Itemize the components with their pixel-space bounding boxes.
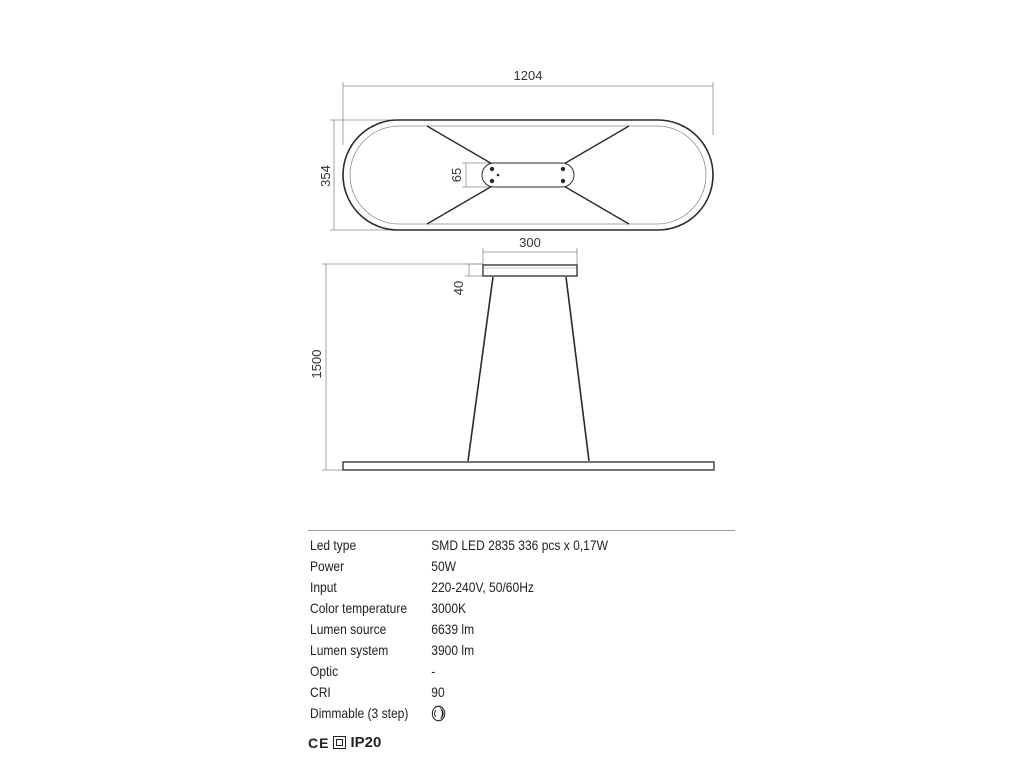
screw-3 (561, 167, 565, 171)
spec-row-dimmable (310, 703, 676, 724)
ceiling-canopy (483, 265, 577, 276)
suspension-wire-left (468, 277, 493, 461)
lamp-profile (343, 462, 714, 470)
screw-1 (490, 167, 494, 171)
spec-label: Dimmable (3 step) (310, 705, 409, 721)
suspension-wire-right (566, 277, 589, 461)
total-height-label: 1500 (309, 349, 324, 379)
spec-value: 3900 lm (431, 642, 475, 658)
spec-row-cri (310, 682, 676, 703)
spoke-top-left (427, 126, 494, 165)
screw-5 (497, 174, 500, 177)
width-label: 354 (318, 165, 333, 187)
spec-value: - (431, 663, 436, 679)
spec-value: 220-240V, 50/60Hz (431, 579, 534, 595)
spec-row-optic (310, 661, 676, 682)
spec-value (431, 703, 446, 724)
ip-rating: IP20 (350, 734, 382, 751)
class-II-double-square-icon (333, 736, 346, 749)
spec-value: 3000K (431, 600, 467, 616)
spec-row-power (310, 556, 676, 577)
spec-value: 90 (431, 684, 445, 700)
certification-marks (308, 734, 381, 751)
spec-label: Optic (310, 663, 339, 679)
spec-label: Color temperature (310, 600, 408, 616)
spoke-bottom-right (562, 185, 629, 224)
spec-label: CRI (310, 684, 331, 700)
spec-value: 50W (431, 558, 457, 574)
spoke-bottom-left (427, 185, 494, 224)
spec-row-lumen-system (310, 640, 676, 661)
spec-row-color-temperature (310, 598, 676, 619)
screw-2 (490, 179, 494, 183)
spec-row-led-type (310, 535, 676, 556)
canopy-length-label: 300 (519, 235, 541, 250)
side-view-lamp (343, 265, 714, 470)
ce-mark: CE (308, 734, 330, 751)
screw-4 (561, 179, 565, 183)
spec-label: Power (310, 558, 345, 574)
spec-row-input (310, 577, 676, 598)
spec-label: Led type (310, 537, 357, 553)
dimmable-step-icon (431, 705, 446, 722)
spec-row-lumen-source (310, 619, 676, 640)
spec-label: Lumen source (310, 621, 387, 637)
spec-value: SMD LED 2835 336 pcs x 0,17W (431, 537, 608, 553)
spec-label: Input (310, 579, 337, 595)
bracket-label: 65 (449, 167, 464, 183)
spec-table (310, 530, 735, 724)
spec-value: 6639 lm (431, 621, 475, 637)
center-bracket (482, 163, 574, 187)
length-label: 1204 (513, 68, 543, 83)
canopy-height-label: 40 (451, 280, 466, 296)
spec-label: Lumen system (310, 642, 389, 658)
top-view-lamp (343, 120, 713, 230)
spoke-top-right (562, 126, 629, 165)
